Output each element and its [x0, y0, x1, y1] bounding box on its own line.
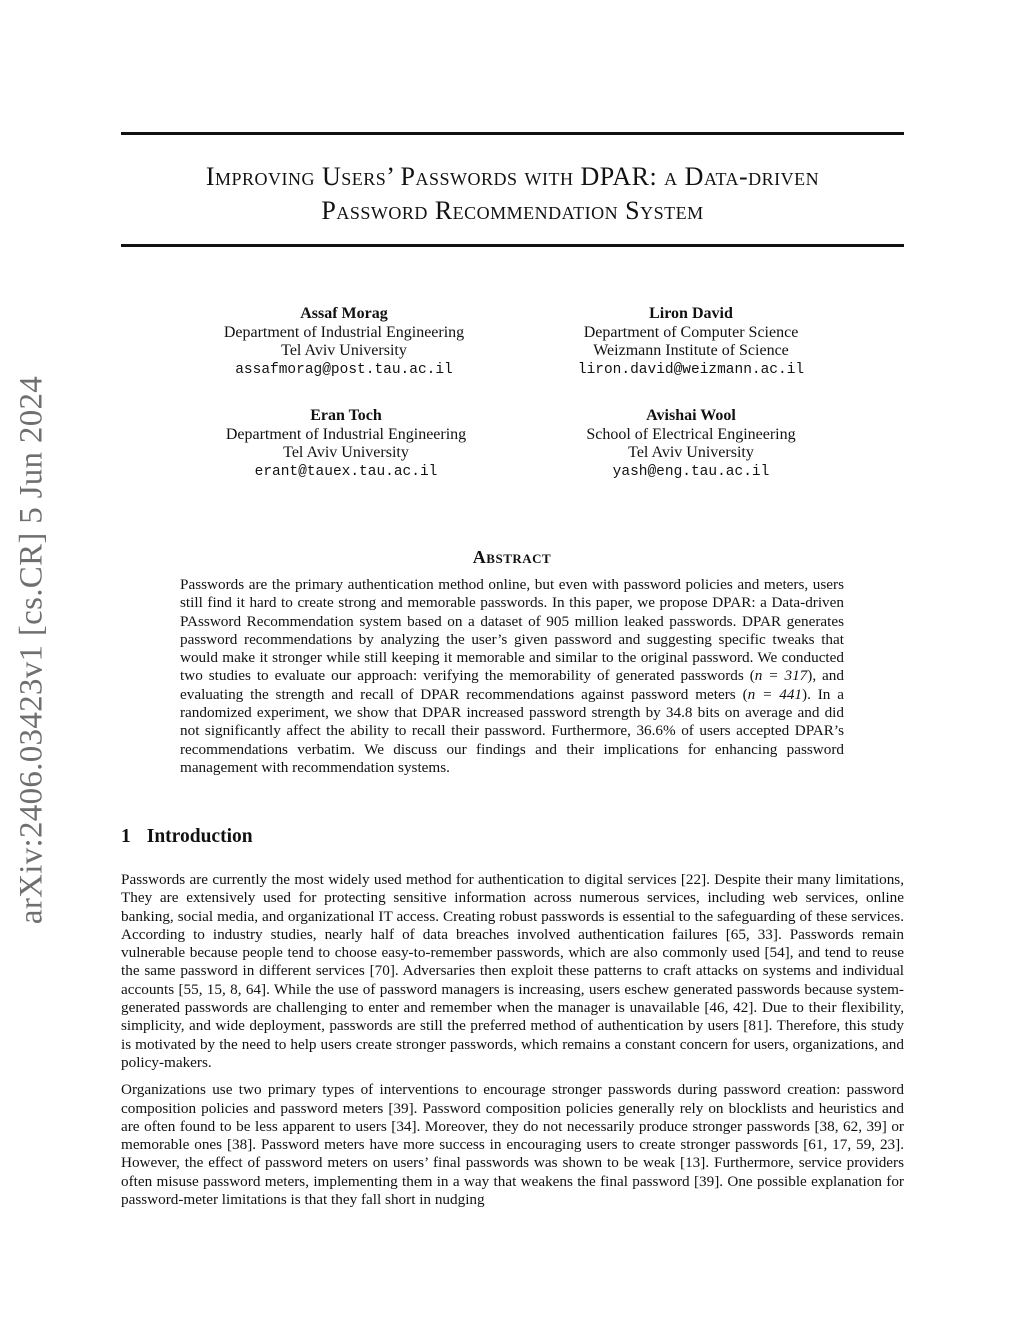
author-department: Department of Industrial Engineering [223, 323, 465, 341]
author-institution: Tel Aviv University [283, 444, 409, 461]
section-heading-introduction [121, 826, 253, 848]
abstract-sample-size-2: n = 441 [747, 685, 803, 703]
abstract-body [180, 576, 844, 777]
introduction-body [121, 871, 904, 1218]
author-name: Assaf Morag [300, 305, 388, 322]
author-email[interactable]: liron.david@weizmann.ac.il [577, 361, 805, 378]
author-avishai-wool [511, 407, 871, 481]
author-eran-toch [166, 407, 526, 481]
author-name: Liron David [649, 305, 733, 322]
abstract-paragraph [180, 576, 844, 777]
title-line-1: Improving Users’ Passwords with DPAR: a Data-driven [205, 162, 820, 191]
author-email[interactable]: erant@tauex.tau.ac.il [254, 463, 438, 480]
title-rule-top [121, 132, 904, 135]
abstract-text-part-1: Passwords are the primary authentication method online, but even with password policies and meters, users still find it hard to create strong and memorable passwords. In this paper, we propose DPAR: a Data-driven PAssword Recommendation system based on a dataset of 905 million leaked passwords. DPAR generates password recommendations by analyzing the user’s given password and suggesting specific tweaks that would make it stronger while still keeping it memorable and similar to the original password. We conducted two studies to evaluate our approach: verifying the memorability of generated passwords ( [180, 576, 844, 685]
section-number: 1 [121, 826, 131, 847]
author-department: School of Electrical Engineering [586, 425, 796, 443]
author-name: Eran Toch [310, 407, 382, 424]
author-institution: Tel Aviv University [628, 444, 754, 461]
title-rule-bottom [121, 244, 904, 247]
author-institution: Tel Aviv University [281, 342, 407, 359]
author-email[interactable]: assafmorag@post.tau.ac.il [235, 361, 453, 378]
abstract-text-part-2: ), and evaluating the strength and recall of DPAR recommendations against password meters ( [180, 667, 844, 703]
author-assaf-morag [164, 305, 524, 379]
arxiv-identifier: arXiv:2406.03423v1 [cs.CR] 5 Jun 2024 [13, 375, 50, 925]
author-block [0, 305, 1024, 495]
author-name: Avishai Wool [646, 407, 736, 424]
body-paragraph-1: Passwords are currently the most widely used method for authentication to digital services [22]. Despite their many limitations, They are extensively used for protecting sensitive information across numerous services, including web services, online banking, social media, and organizational IT access. Creating robust passwords is essential to the safeguarding of these services. According to industry studies, nearly half of data breaches involved authentication failures [65, 33]. Passwords remain vulnerable because people tend to choose easy-to-remember passwords, which are also commonly used [54], and tend to reuse the same password in different services [70]. Adversaries then exploit these patterns to craft attacks on systems and individual accounts [55, 15, 8, 64]. While the use of password managers is increasing, users eschew generated passwords because system-generated passwords are challenging to enter and remember when the manager is unavailable [46, 42]. Due to their flexibility, simplicity, and wide deployment, passwords are still the preferred method of authentication by users [81]. Therefore, this study is motivated by the need to help users create stronger passwords, which remains a constant concern for users, organizations, and policy-makers. [121, 871, 904, 1071]
title-line-2: Password Recommendation System [321, 196, 704, 225]
author-department: Department of Industrial Engineering [225, 425, 467, 443]
abstract-heading: Abstract [472, 547, 552, 567]
section-title: Introduction [146, 826, 253, 847]
author-department: Department of Computer Science [583, 323, 799, 341]
abstract-text-part-3: ). In a randomized experiment, we show that DPAR increased password strength by 34.8 bits on average and did not significantly affect the ability to recall their password. Furthermore, 36.6% of users accepted DPAR’s recommendations verbatim. We discuss our findings and their implications for enhancing password management with recommendation systems. [180, 685, 845, 776]
author-institution: Weizmann Institute of Science [593, 342, 789, 359]
abstract-sample-size-1: n = 317 [754, 667, 808, 685]
paper-title [121, 160, 904, 228]
author-liron-david [511, 305, 871, 379]
author-email[interactable]: yash@eng.tau.ac.il [612, 463, 770, 480]
body-paragraph-2: Organizations use two primary types of interventions to encourage stronger passwords during password creation: password composition policies and password meters [39]. Password composition policies generally rely on blocklists and heuristics and are often found to be less apparent to users [34]. Moreover, they do not necessarily produce stronger passwords [38, 62, 39] or memorable ones [38]. Password meters have more success in encouraging users to create stronger passwords [61, 17, 59, 23]. However, the effect of password meters on users’ final passwords was shown to be weak [13]. Furthermore, service providers often misuse password meters, implementing them in a way that weakens the final password [39]. One possible explanation for password-meter limitations is that they fall short in nudging [121, 1081, 904, 1209]
